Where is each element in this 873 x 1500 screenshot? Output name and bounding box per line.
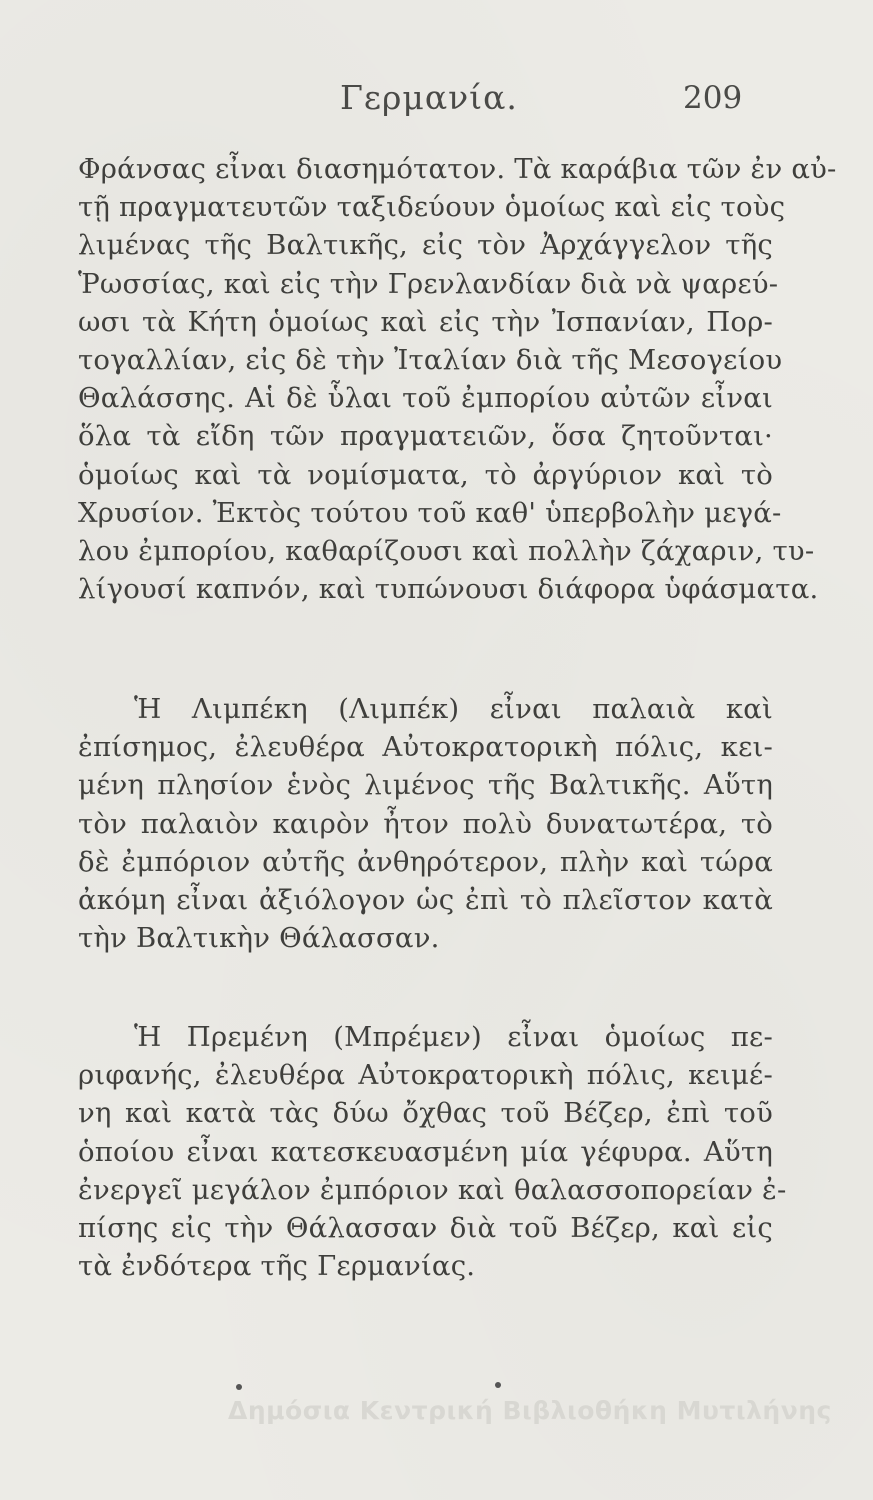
page-number: 209 bbox=[683, 80, 743, 116]
text-line: ὅλα τὰ εἴδη τῶν πραγματειῶν, ὅσα ζητοῦνται· bbox=[78, 420, 773, 453]
text-line: Ἡ Λιμπέκη (Λιμπέκ) εἶναι παλαιὰ καὶ bbox=[134, 693, 773, 725]
text-line: ὁμοίως καὶ τὰ νομίσματα, τὸ ἀργύριον καὶ τὸ bbox=[78, 458, 773, 491]
paragraph-3 bbox=[78, 1018, 787, 1285]
text-line: Ἡ Πρεμένη (Μπρέμεν) εἶναι ὁμοίως πε- bbox=[134, 1021, 773, 1053]
dot-ornament-icon bbox=[236, 1384, 242, 1390]
text-line: Θαλάσσης. Αἱ δὲ ὗλαι τοῦ ἐμπορίου αὐτῶν εἶναι bbox=[78, 382, 773, 415]
text-line: Χρυσίον. Ἐκτὸς τούτου τοῦ καθ' ὑπερβολὴν μεγά- bbox=[78, 496, 782, 529]
text-line: ἐνεργεῖ μεγάλον ἐμπόριον καὶ θαλασσοπορείαν ἐ- bbox=[78, 1173, 787, 1206]
text-line: τογαλλίαν, εἰς δὲ τὴν Ἰταλίαν διὰ τῆς Μεσογείου bbox=[78, 344, 783, 377]
running-title: Γερμανία. bbox=[340, 78, 518, 117]
text-line: τῇ πραγματευτῶν ταξιδεύουν ὁμοίως καὶ εἰς τοὺς bbox=[78, 191, 786, 224]
library-watermark: Δημόσια Κεντρική Βιβλιοθήκη Μυτιλήνης bbox=[228, 1396, 832, 1425]
paragraph-2 bbox=[78, 690, 773, 957]
text-line: Φράνσας εἶναι διασημότατον. Τὰ καράβια τῶν ἐν αὐ- bbox=[78, 153, 837, 185]
text-line: λίγουσί καπνόν, καὶ τυπώνουσι διάφορα ὑφάσματα. bbox=[78, 573, 819, 606]
text-line: ωσι τὰ Κήτη ὁμοίως καὶ εἰς τὴν Ἰσπανίαν, Πορ- bbox=[78, 305, 773, 338]
text-line: πίσης εἰς τὴν Θάλασσαν διὰ τοῦ Βέζερ, καὶ εἰς bbox=[78, 1212, 773, 1245]
text-line: τὸν παλαιὸν καιρὸν ἦτον πολὺ δυνατωτέρα, τὸ bbox=[78, 807, 773, 840]
page-header bbox=[0, 78, 873, 128]
paragraph-1 bbox=[78, 150, 837, 608]
text-line: δὲ ἐμπόριον αὐτῆς ἀνθηρότερον, πλὴν καὶ τώρα bbox=[78, 845, 773, 878]
text-line: Ῥωσσίας, καὶ εἰς τὴν Γρενλανδίαν διὰ νὰ ψαρεύ- bbox=[78, 267, 779, 300]
dot-ornament-icon bbox=[495, 1382, 501, 1388]
text-line: νη καὶ κατὰ τὰς δύω ὄχθας τοῦ Βέζερ, ἐπὶ τοῦ bbox=[78, 1097, 773, 1130]
text-line: λιμένας τῆς Βαλτικῆς, εἰς τὸν Ἀρχάγγελον τῆς bbox=[78, 229, 773, 262]
text-line: λου ἐμπορίου, καθαρίζουσι καὶ πολλὴν ζάχαριν, τυ- bbox=[78, 535, 815, 568]
text-line: ὁποίου εἶναι κατεσκευασμένη μία γέφυρα. Αὕτη bbox=[78, 1135, 773, 1168]
text-line: ἀκόμη εἶναι ἀξιόλογον ὡς ἐπὶ τὸ πλεῖστον κατὰ bbox=[78, 884, 773, 917]
text-line: μένη πλησίον ἑνὸς λιμένος τῆς Βαλτικῆς. Αὕτη bbox=[78, 769, 773, 802]
text-line: τὴν Βαλτικὴν Θάλασσαν. bbox=[78, 922, 440, 955]
text-line: τὰ ἐνδότερα τῆς Γερμανίας. bbox=[78, 1250, 476, 1283]
text-line: ριφανής, ἐλευθέρα Αὐτοκρατορικὴ πόλις, κειμέ- bbox=[78, 1059, 773, 1092]
text-line: ἐπίσημος, ἐλευθέρα Αὐτοκρατορικὴ πόλις, κει- bbox=[78, 731, 773, 764]
